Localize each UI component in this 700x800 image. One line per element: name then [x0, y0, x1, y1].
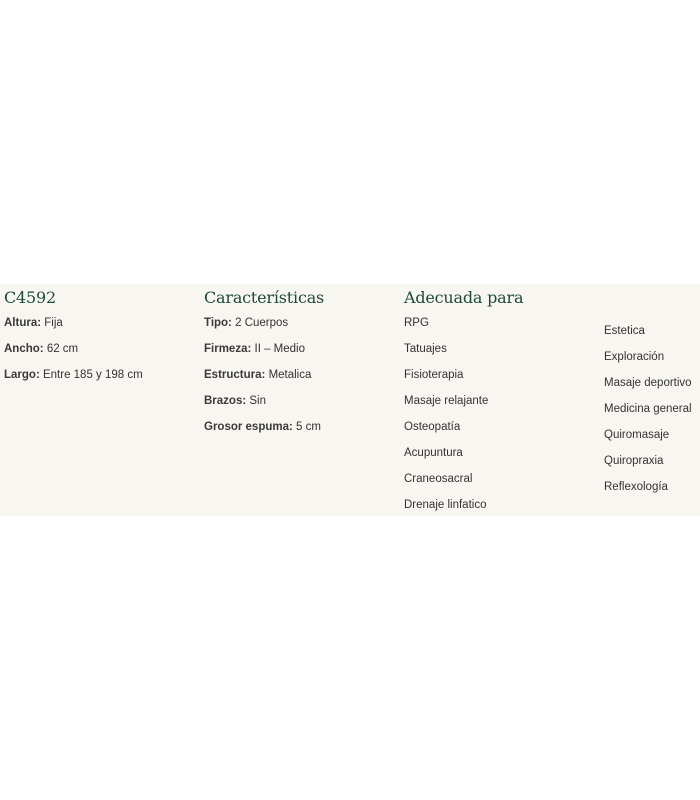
product-info-panel	[0, 284, 700, 516]
product-code-heading: C4592	[4, 288, 56, 307]
feature-value: II – Medio	[254, 343, 305, 355]
feature-label: Grosor espuma:	[204, 421, 293, 433]
feature-row-estructura	[204, 366, 321, 392]
spec-label: Largo:	[4, 369, 40, 381]
suitable-item: RPG	[404, 317, 429, 329]
spec-row-altura	[4, 314, 143, 340]
spec-value: Fija	[44, 317, 63, 329]
suitable-item: Acupuntura	[404, 447, 463, 459]
feature-row-firmeza	[204, 340, 321, 366]
suitable-item: Medicina general	[604, 403, 692, 415]
suitable-item: Exploración	[604, 351, 665, 363]
feature-value: Metalica	[268, 369, 312, 381]
feature-value: Sin	[249, 395, 267, 407]
feature-label: Estructura:	[204, 369, 266, 381]
suitable-item: Estetica	[604, 325, 645, 337]
feature-row-grosor	[204, 418, 321, 444]
suitable-item: Quiromasaje	[604, 429, 670, 441]
spec-row-ancho	[4, 340, 143, 366]
suitable-item: Masaje deportivo	[604, 377, 692, 389]
suitable-list-1	[404, 314, 488, 522]
feature-value: 5 cm	[296, 421, 321, 433]
suitable-item: Osteopatía	[404, 421, 461, 433]
feature-row-brazos	[204, 392, 321, 418]
suitable-item: Craneosacral	[404, 473, 473, 485]
suitable-item: Reflexología	[604, 481, 668, 493]
specs-list	[4, 314, 143, 392]
suitable-item: Masaje relajante	[404, 395, 489, 407]
feature-label: Tipo:	[204, 317, 232, 329]
feature-label: Brazos:	[204, 395, 247, 407]
suitable-heading: Adecuada para	[404, 288, 524, 307]
features-heading: Características	[204, 288, 325, 307]
suitable-item: Fisioterapia	[404, 369, 464, 381]
suitable-list-2	[604, 322, 692, 504]
suitable-item: Tatuajes	[404, 343, 447, 355]
spec-label: Altura:	[4, 317, 42, 329]
spec-value: 62 cm	[46, 343, 79, 355]
feature-value: 2 Cuerpos	[235, 317, 289, 329]
feature-label: Firmeza:	[204, 343, 252, 355]
spec-value: Entre 185 y 198 cm	[42, 369, 143, 381]
feature-row-tipo	[204, 314, 321, 340]
suitable-item: Drenaje linfatico	[404, 499, 487, 511]
spec-label: Ancho:	[4, 343, 44, 355]
suitable-item: Quiropraxia	[604, 455, 664, 467]
features-list	[204, 314, 321, 444]
spec-row-largo	[4, 366, 143, 392]
